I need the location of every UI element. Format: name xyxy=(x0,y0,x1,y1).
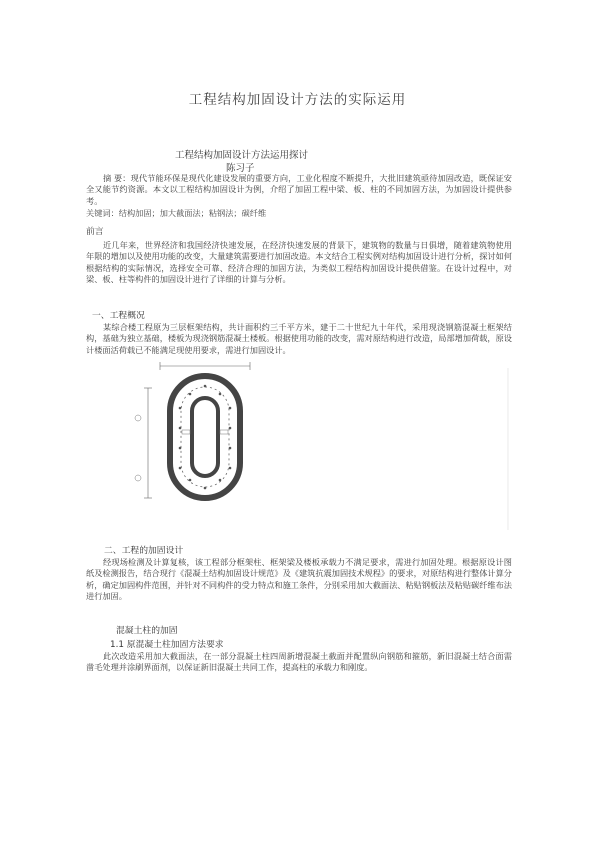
author: 陈习子 xyxy=(226,163,255,174)
preface-heading: 前言 xyxy=(86,227,104,237)
keywords: 关键词：结构加固；加大截面法；粘钢法；碳纤维 xyxy=(86,208,267,218)
sub-title: 工程结构加固设计方法运用探讨 xyxy=(175,150,309,161)
section-1-text: 某综合楼工程原为三层框架结构，共计面积约三千平方米，建于二十世纪九十年代，采用现浇钢筋混凝土框架结构，基础为独立基础，楼板为现浇钢筋混凝土楼板。根据使用功能的改变，需对原结构进行改造，局部增加荷载，原设计楼面活荷载已不能满足现使用要求，需进行加固设计。 xyxy=(86,322,512,355)
section-2-text: 经现场检测及计算复核，该工程部分框架柱、框架梁及楼板承载力不满足要求，需进行加固处理。根据原设计图纸及检测报告，结合现行《混凝土结构加固设计规范》及《建筑抗震加固技术规程》的要求，对原结构进行整体计算分析，确定加固构件范围，并针对不同构件的受力特点和施工条件，分别采用加大截面法、粘贴钢板法及粘贴碳纤维布法进行加固。 xyxy=(86,557,512,601)
section-2-1-1-heading: 1.1 原混凝土柱加固方法要求 xyxy=(110,640,224,650)
section-2-heading: 二、工程的加固设计 xyxy=(104,546,184,556)
section-2-1-1-text: 此次改造采用加大截面法，在一部分混凝土柱四周新增混凝土截面并配置纵向钢筋和箍筋，新旧混凝土结合面需凿毛处理并涂刷界面剂，以保证新旧混凝土共同工作，提高柱的承载力和刚度。 xyxy=(86,651,512,673)
section-2-1-heading: 混凝土柱的加固 xyxy=(116,626,178,636)
abstract: 摘 要：现代节能环保是现代化建设发展的重要方向，工业化程度不断提升，大批旧建筑亟待加固改造，既保证安全又能节约资源。本文以工程结构加固设计为例，介绍了加固工程中梁、板、柱的不同加固方法，为加固设计提供参考。 xyxy=(86,173,512,206)
floor-plan-figure xyxy=(120,358,510,534)
page-title: 工程结构加固设计方法的实际运用 xyxy=(188,92,407,108)
section-1-heading: 一、工程概况 xyxy=(92,311,145,321)
preface-text: 近几年来，世界经济和我国经济快速发展，在经济快速发展的背景下，建筑物的数量与日俱增，随着建筑物使用年限的增加以及使用功能的改变，大量建筑需要进行加固改造。本文结合工程实例对结构加固设计进行分析，探讨如何根据结构的实际情况，选择安全可靠、经济合理的加固方法，为类似工程结构加固设计提供借鉴。在设计过程中，对梁、板、柱等构件的加固设计进行了详细的计算与分析。 xyxy=(86,240,512,284)
floor-plan-drawing xyxy=(120,358,510,534)
